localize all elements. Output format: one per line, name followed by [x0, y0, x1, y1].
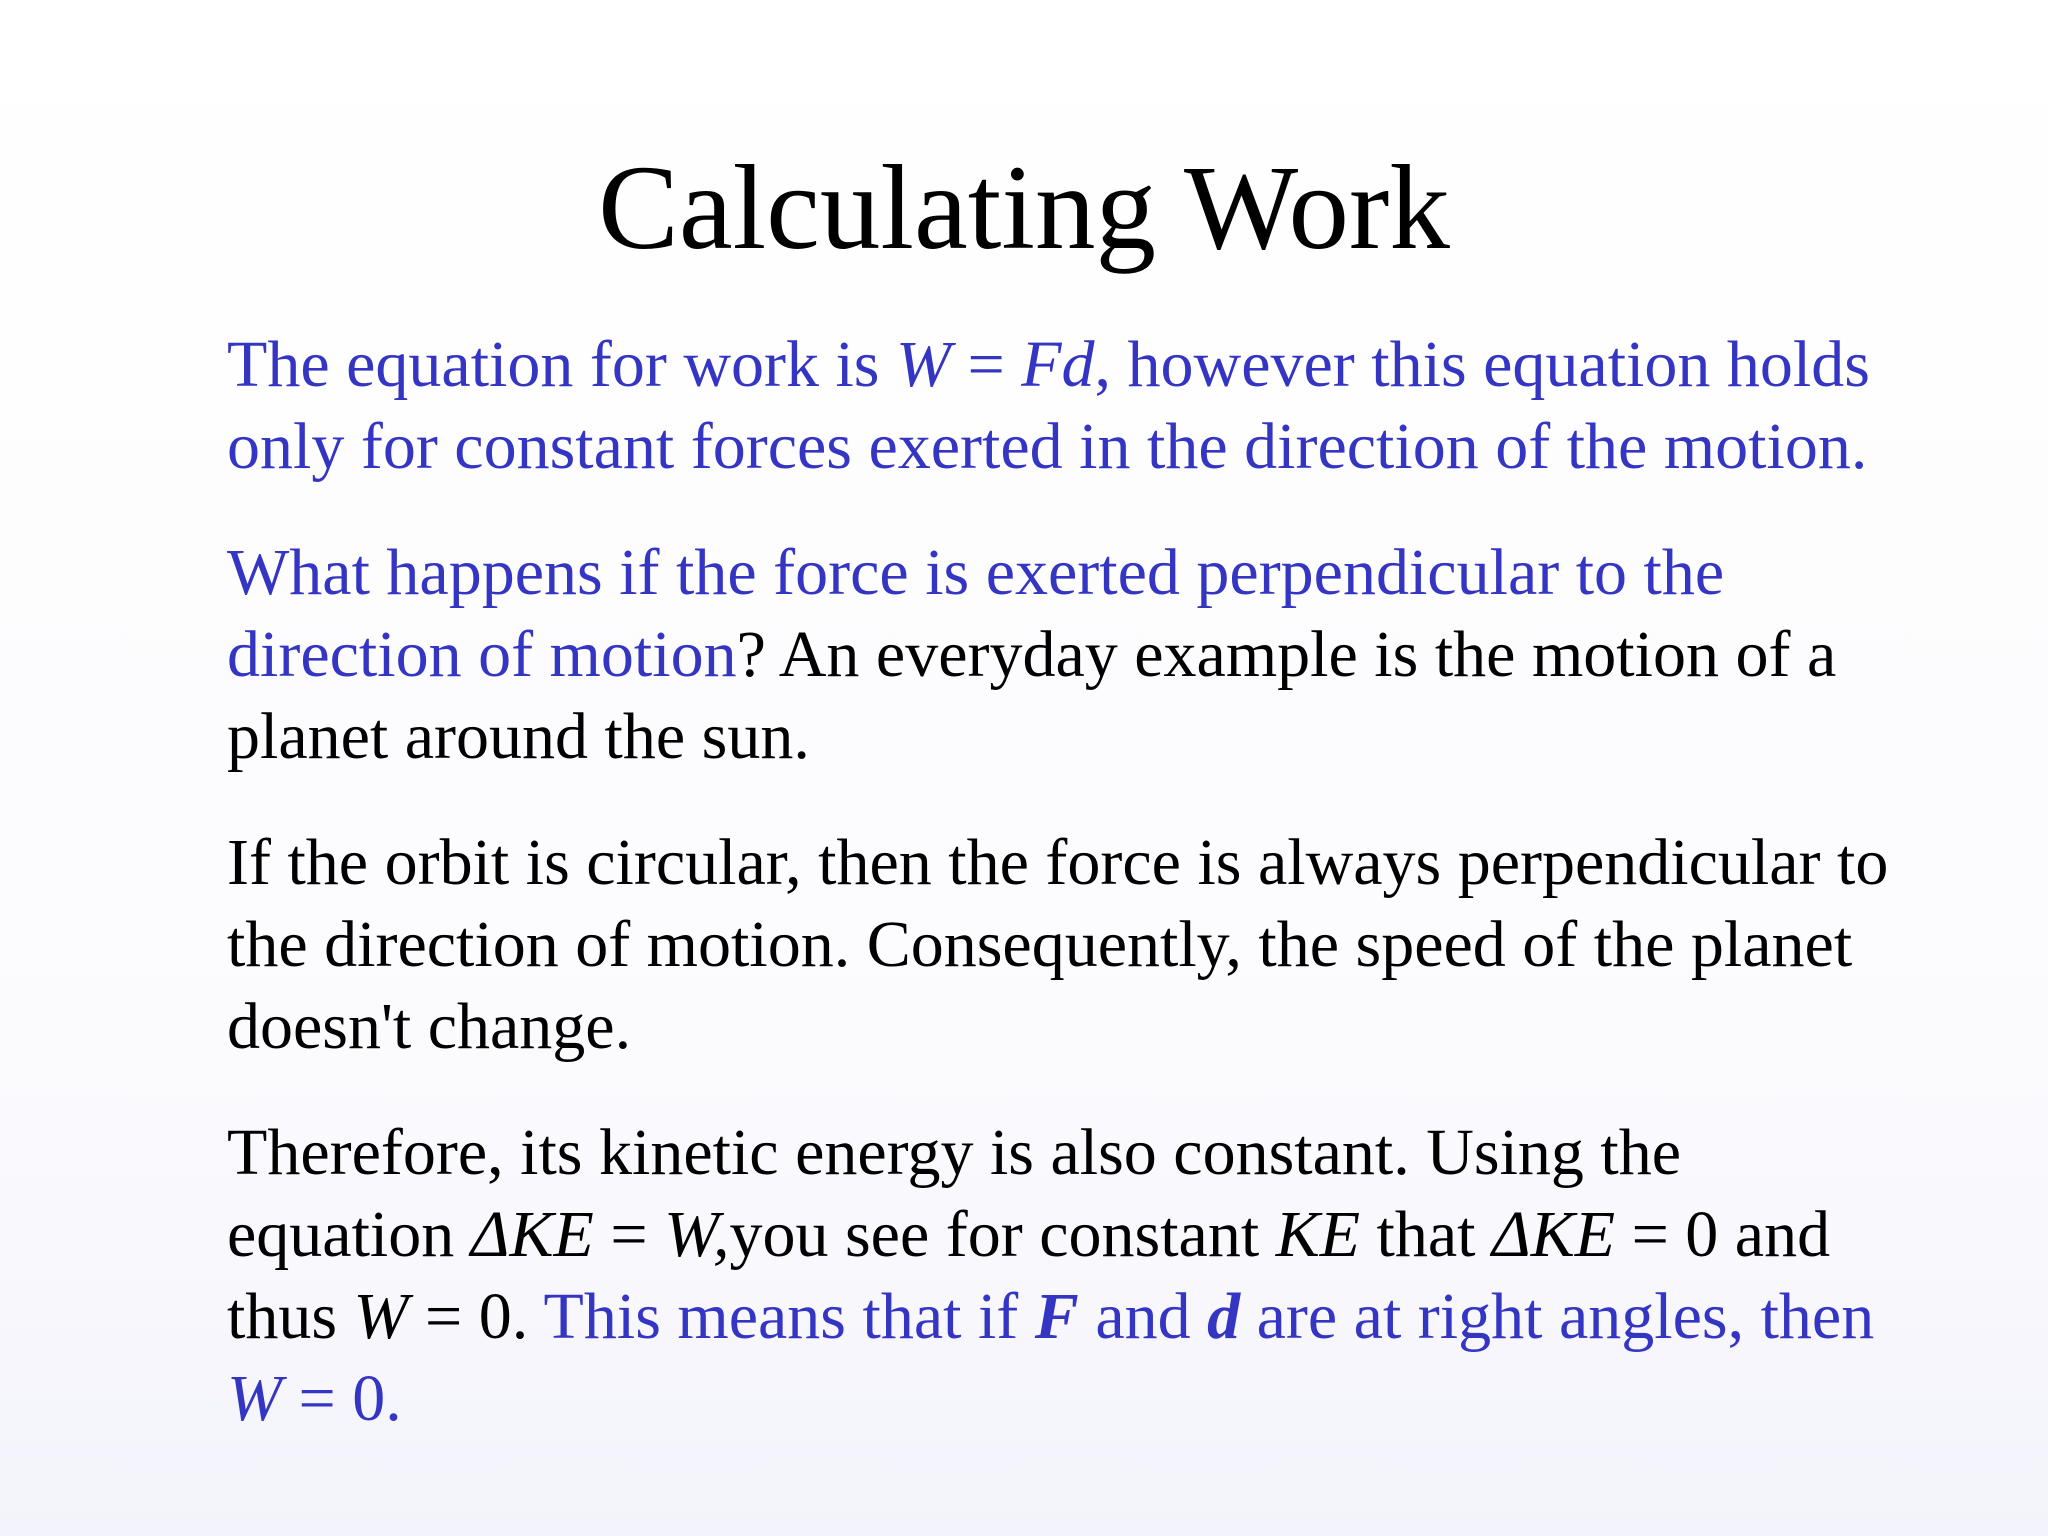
paragraph-kinetic-energy [227, 1112, 1907, 1440]
p3-text: If the orbit is circular, then the force is always perpendicular to the direction of motion. Consequently, the speed of the planet doesn't change. [227, 826, 1889, 1063]
p1-var-w: W [896, 328, 951, 401]
p4-text-5: = 0. [408, 1280, 544, 1353]
p4-text-8: are at right angles, then [1240, 1280, 1875, 1353]
paragraph-perpendicular-question [227, 532, 1907, 778]
slide-body [227, 324, 1907, 1484]
paragraph-circular-orbit [227, 822, 1907, 1068]
p1-var-fd: Fd [1021, 328, 1095, 401]
p4-text-2: you see for constant [729, 1198, 1276, 1271]
p4-var-f: F [1034, 1280, 1079, 1353]
p4-text-6: This means that if [543, 1280, 1035, 1353]
p2-question-blue: What happens if the force is exerted perpendicular to the direction of motion [227, 536, 1725, 691]
p4-var-ke: KE [1275, 1198, 1361, 1271]
p2-text-black: ? An everyday example is the motion of a planet around the sun. [227, 618, 1837, 773]
paragraph-work-equation [227, 324, 1907, 488]
p4-text-1: Therefore, its kinetic energy is also constant. Using the equation [227, 1116, 1682, 1271]
p4-delta-ke-2: ΔKE [1492, 1198, 1616, 1271]
p4-var-w-3: W [227, 1362, 282, 1435]
p4-text-7: and [1078, 1280, 1208, 1353]
p4-var-w-2: W [353, 1280, 409, 1353]
slide-title: Calculating Work [598, 141, 1450, 275]
p4-text-4: = 0 and thus [227, 1198, 1831, 1353]
p1-equals: = [950, 328, 1022, 401]
p4-text-3: that [1360, 1198, 1492, 1271]
p1-text-2: , however this equation holds only for constant forces exerted in the direction of the motion. [227, 328, 1870, 483]
p4-text-9: = 0. [281, 1362, 402, 1435]
p4-var-d: d [1207, 1280, 1241, 1353]
p4-var-w-1: W, [664, 1198, 730, 1271]
p1-text-1: The equation for work is [227, 328, 896, 401]
p4-equals-1: = [593, 1198, 665, 1271]
p4-delta-ke-1: ΔKE [470, 1198, 594, 1271]
